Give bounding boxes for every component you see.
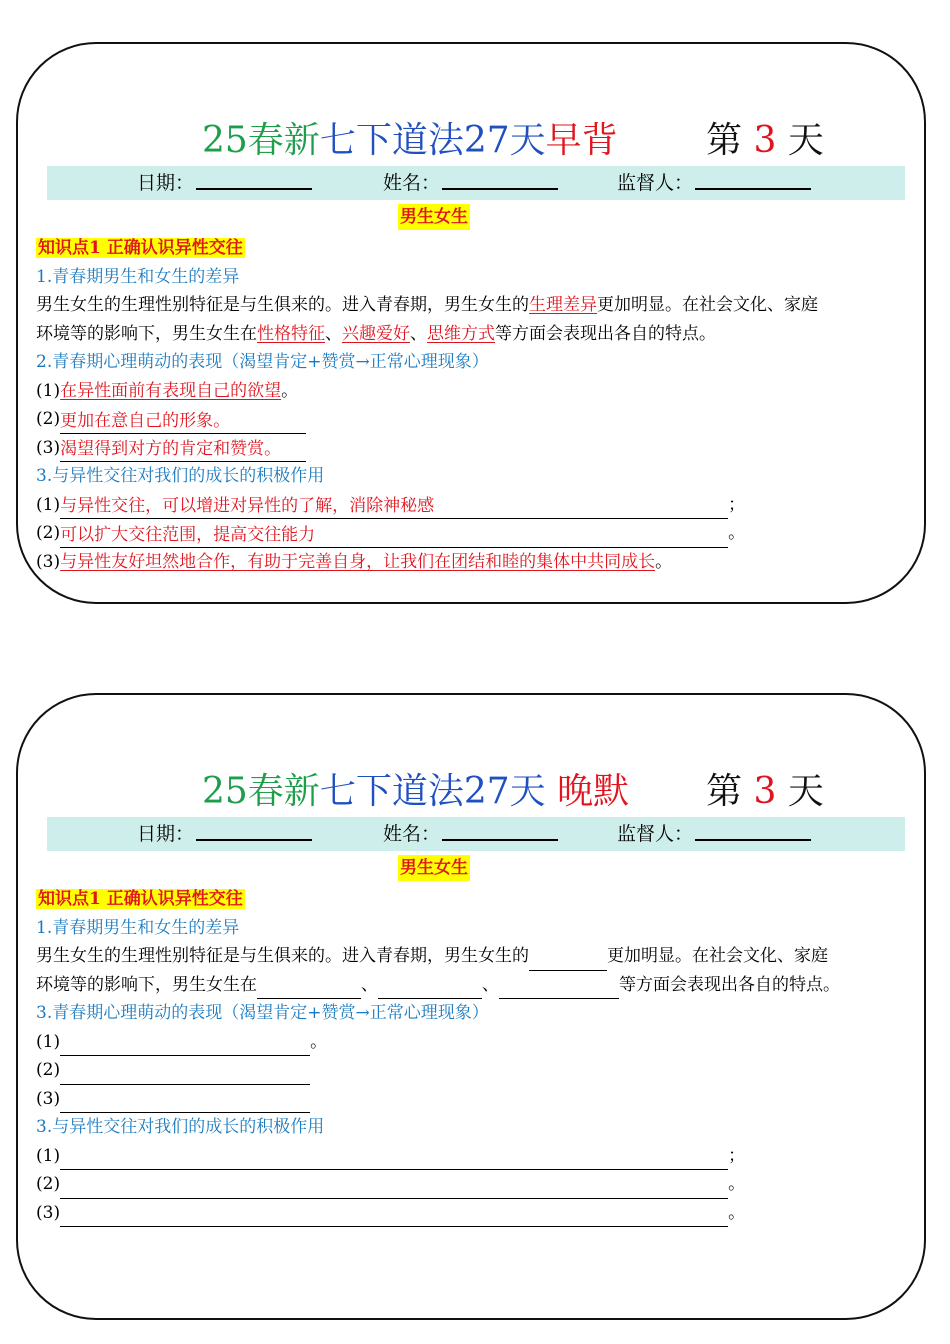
knowledge-point-title: 知识点1 正确认识异性交往 [38,238,243,258]
evening-dictation-card [16,693,926,1320]
section1-title: 1.青春期男生和女生的差异 [36,266,240,287]
info-bar [47,817,905,851]
morning-recitation-card [16,42,926,604]
list-item: (2) [36,1056,926,1085]
section1-para-line2: 环境等的影响下，男生女生在性格特征、兴趣爱好、思维方式等方面会表现出各自的特点。 [36,323,716,344]
date-field[interactable] [196,166,312,190]
list-item: (2) 。 [36,1170,926,1199]
day-unit: 天 [787,120,824,161]
day-number: 3 [753,771,777,812]
day-label: 第 [706,771,743,812]
fill-blank[interactable] [499,978,619,999]
fill-blank[interactable] [60,1092,310,1113]
section2-title: 3.青春期心理萌动的表现（渴望肯定+赞赏→正常心理现象） [36,1003,489,1023]
answer-text: 与异性交往，可以增进对异性的了解，消除神秘感 [60,496,435,516]
answer-text: 性格特征 [257,323,325,344]
name-field[interactable] [442,817,558,841]
list-item: (1)与异性交往，可以增进对异性的了解，消除神秘感 ； [36,491,926,520]
fill-blank[interactable] [60,1035,310,1056]
info-bar [47,166,905,200]
topic-heading: 男生女生 [398,855,470,881]
card-content [36,885,926,1227]
supervisor-label: 监督人： [617,172,694,194]
title-suffix: 晚默 [545,771,630,812]
list-item: (3) [36,1085,926,1114]
fill-blank[interactable] [60,1064,310,1085]
list-item: (1) ； [36,1142,926,1171]
answer-text: 思维方式 [427,323,495,344]
supervisor-label: 监督人： [617,823,694,845]
list-item: (2)更加在意自己的形象。 [36,405,926,434]
section3-title: 3.与异性交往对我们的成长的积极作用 [36,1117,325,1137]
answer-text: 可以扩大交往范围，提高交往能力 [60,524,316,545]
answer-text: 生理差异 [529,295,597,315]
supervisor-field[interactable] [695,166,811,190]
name-label: 姓名： [383,823,441,845]
date-label: 日期： [137,823,195,845]
topic-heading: 男生女生 [398,204,470,230]
day-unit: 天 [787,771,824,812]
answer-text: 在异性面前有表现自己的欲望 [60,380,282,401]
title-prefix: 25春新 [202,120,320,161]
title-prefix: 25春新 [202,771,320,812]
answer-text: 更加在意自己的形象。 [60,410,231,431]
section3-title: 3.与异性交往对我们的成长的积极作用 [36,466,325,486]
fill-blank[interactable] [529,950,607,971]
fill-blank[interactable] [257,978,361,999]
date-label: 日期： [137,172,195,194]
day-label: 第 [706,120,743,161]
title-main: 七下道法27天 [319,771,546,812]
answer-text: 与异性友好坦然地合作，有助于完善自身，让我们在团结和睦的集体中共同成长 [60,551,656,572]
fill-blank[interactable] [60,1149,728,1170]
section1-para-line1: 男生女生的生理性别特征是与生俱来的。进入青春期，男生女生的 更加明显。在社会文化、家庭 [36,942,926,971]
date-field[interactable] [196,817,312,841]
knowledge-point-title: 知识点1 正确认识异性交往 [38,889,243,909]
fill-blank[interactable] [60,1206,728,1227]
supervisor-field[interactable] [695,817,811,841]
list-item: (1) 。 [36,1028,926,1057]
card-content [36,234,926,576]
title-main: 七下道法27天 [319,120,546,161]
list-item: (3) 。 [36,1199,926,1228]
list-item: (1)在异性面前有表现自己的欲望。 [36,380,299,401]
list-item: (2)可以扩大交往范围，提高交往能力 。 [36,519,926,548]
answer-text: 兴趣爱好 [342,323,410,344]
name-label: 姓名： [383,172,441,194]
day-number: 3 [753,120,777,161]
fill-blank[interactable] [60,1178,728,1199]
section1-title: 1.青春期男生和女生的差异 [36,917,240,938]
answer-text: 渴望得到对方的肯定和赞赏。 [60,439,282,459]
section2-title: 2.青春期心理萌动的表现（渴望肯定+赞赏→正常心理现象） [36,352,489,372]
name-field[interactable] [442,166,558,190]
list-item: (3)渴望得到对方的肯定和赞赏。 [36,434,926,463]
fill-blank[interactable] [378,978,482,999]
section1-para-line1: 男生女生的生理性别特征是与生俱来的。进入青春期，男生女生的生理差异更加明显。在社会文化、家庭 [36,295,818,315]
section1-para-line2: 环境等的影响下，男生女生在 、 、 等方面会表现出各自的特点。 [36,971,926,1000]
list-item: (3)与异性友好坦然地合作，有助于完善自身，让我们在团结和睦的集体中共同成长。 [36,551,673,572]
title-suffix: 早背 [545,120,618,161]
